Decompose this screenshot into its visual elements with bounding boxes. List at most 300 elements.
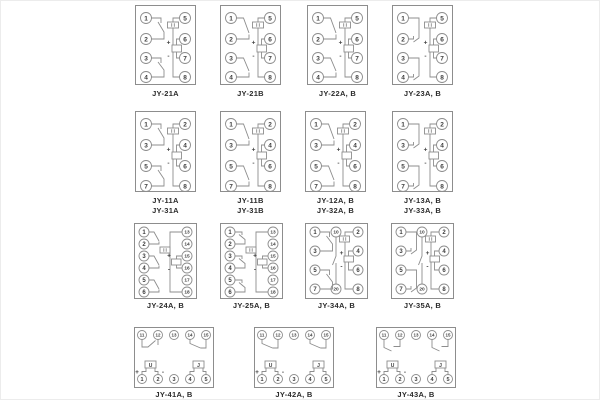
wire xyxy=(152,18,165,39)
terminal-number: 17 xyxy=(270,278,276,284)
terminal-number: 4 xyxy=(144,74,148,82)
terminal-number: 6 xyxy=(355,36,359,44)
coil-symbol xyxy=(425,22,436,28)
wire xyxy=(142,368,158,375)
terminal-number: 1 xyxy=(229,15,233,23)
coil-letter: J xyxy=(317,362,320,369)
terminal-number: 4 xyxy=(183,142,187,150)
polarity-mark: + xyxy=(166,39,171,47)
terminal-number: 15 xyxy=(270,254,276,260)
wire xyxy=(333,237,337,284)
relay-schematic-drawing xyxy=(392,111,453,192)
terminal-number: 15 xyxy=(323,332,329,338)
wire xyxy=(149,280,159,292)
polarity-mark: + xyxy=(135,369,139,376)
terminal-number: 2 xyxy=(229,36,233,44)
terminal-number: 12 xyxy=(155,332,161,338)
polarity-mark: - xyxy=(337,160,340,167)
terminal-number: 5 xyxy=(142,278,146,285)
terminal-number: 18 xyxy=(270,290,276,296)
coil-symbol xyxy=(253,22,264,28)
wire xyxy=(142,340,158,348)
wire xyxy=(409,58,420,80)
polarity-mark: - xyxy=(403,369,407,376)
terminal-number: 4 xyxy=(442,249,446,256)
diagram-label xyxy=(134,390,214,400)
coil-symbol xyxy=(425,128,436,134)
terminal-number: 5 xyxy=(228,278,232,285)
polarity-mark: + xyxy=(251,146,256,154)
terminal-number: 3 xyxy=(314,142,318,150)
coil-letter: U xyxy=(268,362,273,369)
terminal-number: 4 xyxy=(229,74,233,82)
wire xyxy=(237,58,250,77)
diagram-label xyxy=(254,390,334,400)
terminal-number: 3 xyxy=(399,249,403,256)
relay-schematic-drawing xyxy=(220,223,283,299)
diagram-label-line: JY-22A, B xyxy=(318,89,357,98)
wire xyxy=(320,270,333,289)
diagram-label xyxy=(392,89,453,99)
diagram-label xyxy=(134,301,197,311)
terminal-number: 4 xyxy=(142,266,146,273)
terminal-number: 5 xyxy=(401,163,405,171)
terminal-number: 8 xyxy=(183,183,187,191)
terminal-number: 13 xyxy=(270,230,276,236)
diagram-label xyxy=(220,196,281,215)
terminal-number: 15 xyxy=(203,332,209,338)
relay-diagram xyxy=(392,5,453,85)
terminal-number: 8 xyxy=(440,183,444,191)
coil-symbol xyxy=(340,236,350,242)
terminal-number: 1 xyxy=(401,121,405,129)
diagram-label-line: JY-13A, B xyxy=(403,196,442,205)
terminal-number: 14 xyxy=(429,332,435,338)
terminal-number: 2 xyxy=(398,376,402,383)
terminal-number: 3 xyxy=(144,142,148,150)
diagram-label-line: JY-21B xyxy=(237,89,264,98)
polarity-mark: + xyxy=(423,39,428,47)
wire xyxy=(409,18,420,42)
wire xyxy=(384,368,400,375)
polarity-mark: - xyxy=(161,369,165,376)
terminal-number: 6 xyxy=(356,268,360,275)
coil-letter: U xyxy=(148,362,153,369)
wire xyxy=(322,166,335,186)
terminal-number: 5 xyxy=(268,15,272,23)
terminal-number: 4 xyxy=(308,376,312,383)
terminal-number: 5 xyxy=(229,163,233,171)
wire xyxy=(324,58,337,77)
terminal-number: 2 xyxy=(440,121,444,129)
wire xyxy=(237,166,250,186)
terminal-number: 18 xyxy=(184,290,190,296)
relay-diagram xyxy=(220,223,283,299)
terminal-number: 4 xyxy=(188,376,192,383)
terminal-number: 5 xyxy=(440,15,444,23)
coil-symbol xyxy=(342,152,352,159)
terminal-number: 5 xyxy=(144,163,148,171)
terminal-number: 1 xyxy=(229,121,233,129)
relay-diagram xyxy=(135,5,196,85)
terminal-number: 2 xyxy=(401,36,405,44)
terminal-number: 7 xyxy=(144,183,148,191)
terminal-number: 6 xyxy=(183,36,187,44)
diagram-label-line: JY-41A, B xyxy=(155,390,193,399)
terminal-number: 1 xyxy=(142,230,146,237)
terminal-number: 3 xyxy=(414,376,418,383)
terminal-number: 1 xyxy=(313,230,317,237)
terminal-number: 3 xyxy=(142,254,146,261)
terminal-number: 20 xyxy=(419,287,425,293)
terminal-number: 2 xyxy=(353,121,357,129)
terminal-number: 5 xyxy=(324,376,328,383)
polarity-mark: - xyxy=(167,160,170,167)
relay-schematic-drawing xyxy=(305,223,368,299)
relay-diagram xyxy=(134,223,197,299)
relay-schematic-drawing xyxy=(391,223,454,299)
terminal-number: 13 xyxy=(291,332,297,338)
diagram-label xyxy=(392,196,453,215)
terminal-number: 16 xyxy=(184,266,190,272)
wire xyxy=(432,340,448,352)
wire xyxy=(190,368,206,375)
terminal-number: 3 xyxy=(172,376,176,383)
terminal-number: 6 xyxy=(142,290,146,297)
terminal-number: 4 xyxy=(356,249,360,256)
relay-diagram xyxy=(307,5,368,85)
diagram-label-line: JY-32A, B xyxy=(316,205,355,215)
diagram-label-line: JY-33A, B xyxy=(403,205,442,215)
diagram-label xyxy=(220,301,283,311)
wire xyxy=(235,232,245,244)
terminal-number: 2 xyxy=(156,376,160,383)
diagram-label xyxy=(307,89,368,99)
terminal-number: 11 xyxy=(259,332,265,338)
polarity-mark: - xyxy=(426,263,429,271)
terminal-number: 4 xyxy=(401,74,405,82)
polarity-mark: + xyxy=(377,369,381,376)
wire xyxy=(262,340,278,349)
terminal-number: 13 xyxy=(184,230,190,236)
relay-diagram xyxy=(305,223,368,299)
relay-diagram xyxy=(305,111,366,192)
terminal-number: 7 xyxy=(401,183,405,191)
terminal-number: 6 xyxy=(268,36,272,44)
diagram-label xyxy=(135,196,196,215)
relay-schematic-drawing xyxy=(307,5,368,85)
coil-symbol xyxy=(168,22,179,28)
terminal-number: 2 xyxy=(142,242,146,249)
terminal-number: 1 xyxy=(140,376,144,383)
terminal-number: 3 xyxy=(313,249,317,256)
terminal-number: 2 xyxy=(276,376,280,383)
polarity-mark: + xyxy=(166,146,171,154)
terminal-number: 7 xyxy=(399,287,403,294)
terminal-number: 2 xyxy=(228,242,232,249)
relay-schematic-drawing xyxy=(220,5,281,85)
wire xyxy=(262,368,278,375)
terminal-number: 2 xyxy=(316,36,320,44)
terminal-number: 11 xyxy=(139,332,145,338)
terminal-number: 2 xyxy=(356,230,360,237)
terminal-number: 14 xyxy=(270,242,276,248)
wire xyxy=(149,256,159,268)
polarity-mark: - xyxy=(167,53,170,60)
terminal-number: 1 xyxy=(260,376,264,383)
polarity-mark: + xyxy=(423,146,428,154)
polarity-mark: + xyxy=(167,252,171,260)
coil-symbol xyxy=(429,45,439,52)
polarity-mark: + xyxy=(338,39,343,47)
terminal-number: 12 xyxy=(397,332,403,338)
terminal-number: 7 xyxy=(229,183,233,191)
diagram-label-line: JY-35A, B xyxy=(403,301,442,310)
wire xyxy=(406,232,417,254)
terminal-number: 14 xyxy=(307,332,313,338)
wire xyxy=(152,124,165,145)
terminal-number: 16 xyxy=(270,266,276,272)
terminal-number: 13 xyxy=(171,332,177,338)
diagram-label-line: JY-34A, B xyxy=(317,301,356,310)
relay-schematic-drawing xyxy=(376,327,456,388)
terminal-number: 3 xyxy=(229,142,233,150)
polarity-mark: - xyxy=(340,263,343,271)
terminal-number: 5 xyxy=(204,376,208,383)
terminal-number: 17 xyxy=(184,278,190,284)
wire xyxy=(152,58,165,77)
terminal-number: 11 xyxy=(381,332,387,338)
terminal-number: 3 xyxy=(316,55,320,63)
polarity-mark: - xyxy=(252,160,255,167)
terminal-number: 20 xyxy=(333,287,339,293)
polarity-mark: - xyxy=(253,266,257,274)
wire xyxy=(320,232,333,251)
terminal-number: 2 xyxy=(183,121,187,129)
relay-schematic-drawing xyxy=(135,111,196,192)
wire xyxy=(406,270,417,292)
terminal-number: 8 xyxy=(440,74,444,82)
terminal-number: 7 xyxy=(355,55,359,63)
relay-schematic-drawing xyxy=(305,111,366,192)
polarity-mark: - xyxy=(424,160,427,167)
coil-symbol xyxy=(257,152,267,159)
wire xyxy=(235,256,245,268)
diagram-label xyxy=(376,390,456,400)
wire xyxy=(409,124,420,148)
terminal-number: 6 xyxy=(268,163,272,171)
polarity-mark: - xyxy=(252,53,255,60)
relay-schematic-drawing xyxy=(134,223,197,299)
diagram-label-line: JY-11A xyxy=(152,196,179,205)
coil-symbol xyxy=(253,128,264,134)
terminal-number: 7 xyxy=(314,183,318,191)
terminal-number: 4 xyxy=(316,74,320,82)
wire xyxy=(310,340,326,349)
polarity-mark: - xyxy=(167,266,171,274)
diagram-label-line: JY-43A, B xyxy=(397,390,435,399)
wire xyxy=(384,340,400,352)
diagram-label xyxy=(305,301,368,311)
terminal-number: 10 xyxy=(419,230,425,236)
diagram-label xyxy=(391,301,454,311)
terminal-number: 3 xyxy=(401,55,405,63)
coil-symbol xyxy=(172,259,182,265)
terminal-number: 3 xyxy=(144,55,148,63)
coil-symbol xyxy=(172,152,182,159)
polarity-mark: - xyxy=(424,53,427,60)
wire xyxy=(310,368,326,375)
terminal-number: 3 xyxy=(228,254,232,261)
relay-diagram xyxy=(391,223,454,299)
terminal-number: 7 xyxy=(268,55,272,63)
terminal-number: 5 xyxy=(355,15,359,23)
diagram-label xyxy=(135,89,196,99)
terminal-number: 5 xyxy=(313,268,317,275)
wire xyxy=(409,166,420,189)
coil-symbol xyxy=(344,256,354,262)
relay-schematic-drawing xyxy=(134,327,214,388)
relay-diagram xyxy=(220,5,281,85)
wire xyxy=(190,340,206,349)
relay-schematic-drawing xyxy=(135,5,196,85)
terminal-number: 1 xyxy=(314,121,318,129)
polarity-mark: - xyxy=(281,369,285,376)
coil-symbol xyxy=(344,45,354,52)
terminal-number: 7 xyxy=(440,55,444,63)
terminal-number: 12 xyxy=(275,332,281,338)
terminal-number: 6 xyxy=(442,268,446,275)
terminal-number: 1 xyxy=(401,15,405,23)
wire xyxy=(235,280,245,292)
terminal-number: 4 xyxy=(268,142,272,150)
wire xyxy=(237,124,250,145)
terminal-number: 7 xyxy=(313,287,317,294)
terminal-number: 4 xyxy=(440,142,444,150)
coil-symbol xyxy=(430,256,440,262)
wire xyxy=(149,232,159,244)
diagram-label-line: JY-23A, B xyxy=(403,89,442,98)
polarity-mark: + xyxy=(253,252,257,260)
relay-schematic-drawing xyxy=(220,111,281,192)
terminal-number: 6 xyxy=(228,290,232,297)
diagram-label-line: JY-42A, B xyxy=(275,390,313,399)
terminal-number: 13 xyxy=(413,332,419,338)
diagram-label-line: JY-31A xyxy=(152,205,179,215)
terminal-number: 2 xyxy=(268,121,272,129)
diagram-label-line: JY-25A, B xyxy=(232,301,271,310)
coil-symbol xyxy=(168,128,179,134)
polarity-mark: - xyxy=(339,53,342,60)
terminal-number: 8 xyxy=(355,74,359,82)
relay-diagram xyxy=(135,111,196,192)
terminal-number: 2 xyxy=(144,36,148,44)
coil-symbol xyxy=(426,236,436,242)
coil-letter: U xyxy=(390,362,395,369)
diagram-label xyxy=(220,89,281,99)
terminal-number: 3 xyxy=(401,142,405,150)
terminal-number: 4 xyxy=(228,266,232,273)
diagram-label-line: JY-12A, B xyxy=(316,196,355,205)
terminal-number: 5 xyxy=(314,163,318,171)
coil-symbol xyxy=(338,128,349,134)
coil-letter: J xyxy=(197,362,200,369)
coil-symbol xyxy=(258,259,268,265)
diagram-label xyxy=(305,196,366,215)
polarity-mark: + xyxy=(255,369,259,376)
terminal-number: 10 xyxy=(333,230,339,236)
terminal-number: 2 xyxy=(442,230,446,237)
coil-symbol xyxy=(340,22,351,28)
relay-diagram xyxy=(220,111,281,192)
terminal-number: 1 xyxy=(144,15,148,23)
relay-schematic-drawing xyxy=(392,5,453,85)
wire xyxy=(324,18,337,39)
wire xyxy=(237,18,250,39)
terminal-number: 6 xyxy=(440,163,444,171)
coil-symbol xyxy=(429,152,439,159)
coil-letter: J xyxy=(439,362,442,369)
terminal-number: 6 xyxy=(183,163,187,171)
terminal-number: 1 xyxy=(399,230,403,237)
wire xyxy=(432,368,448,375)
terminal-number: 4 xyxy=(430,376,434,383)
diagram-label-line: JY-24A, B xyxy=(146,301,185,310)
terminal-number: 14 xyxy=(187,332,193,338)
polarity-mark: + xyxy=(336,146,341,154)
terminal-number: 1 xyxy=(316,15,320,23)
coil-symbol xyxy=(172,45,182,52)
coil-symbol xyxy=(257,45,267,52)
terminal-number: 15 xyxy=(445,332,451,338)
polarity-mark: + xyxy=(339,250,344,257)
terminal-number: 8 xyxy=(442,287,446,294)
polarity-mark: + xyxy=(425,250,430,257)
terminal-number: 5 xyxy=(183,15,187,23)
terminal-number: 1 xyxy=(144,121,148,129)
relay-diagram xyxy=(392,111,453,192)
terminal-number: 15 xyxy=(184,254,190,260)
terminal-number: 5 xyxy=(399,268,403,275)
terminal-number: 6 xyxy=(440,36,444,44)
relay-diagram xyxy=(254,327,334,388)
terminal-number: 3 xyxy=(292,376,296,383)
terminal-number: 5 xyxy=(446,376,450,383)
terminal-number: 1 xyxy=(228,230,232,237)
wire xyxy=(419,237,423,284)
relay-diagram xyxy=(134,327,214,388)
diagram-label-line: JY-31B xyxy=(237,205,264,215)
relay-schematic-drawing xyxy=(254,327,334,388)
terminal-number: 8 xyxy=(356,287,360,294)
terminal-number: 8 xyxy=(268,74,272,82)
relay-diagram xyxy=(376,327,456,388)
terminal-number: 8 xyxy=(268,183,272,191)
terminal-number: 14 xyxy=(184,242,190,248)
diagram-label-line: JY-11B xyxy=(237,196,264,205)
terminal-number: 7 xyxy=(183,55,187,63)
terminal-number: 6 xyxy=(353,163,357,171)
terminal-number: 1 xyxy=(382,376,386,383)
terminal-number: 3 xyxy=(229,55,233,63)
terminal-number: 8 xyxy=(353,183,357,191)
terminal-number: 4 xyxy=(353,142,357,150)
diagram-label-line: JY-21A xyxy=(152,89,179,98)
terminal-number: 8 xyxy=(183,74,187,82)
polarity-mark: + xyxy=(251,39,256,47)
wire xyxy=(322,124,335,145)
wire xyxy=(152,166,165,186)
